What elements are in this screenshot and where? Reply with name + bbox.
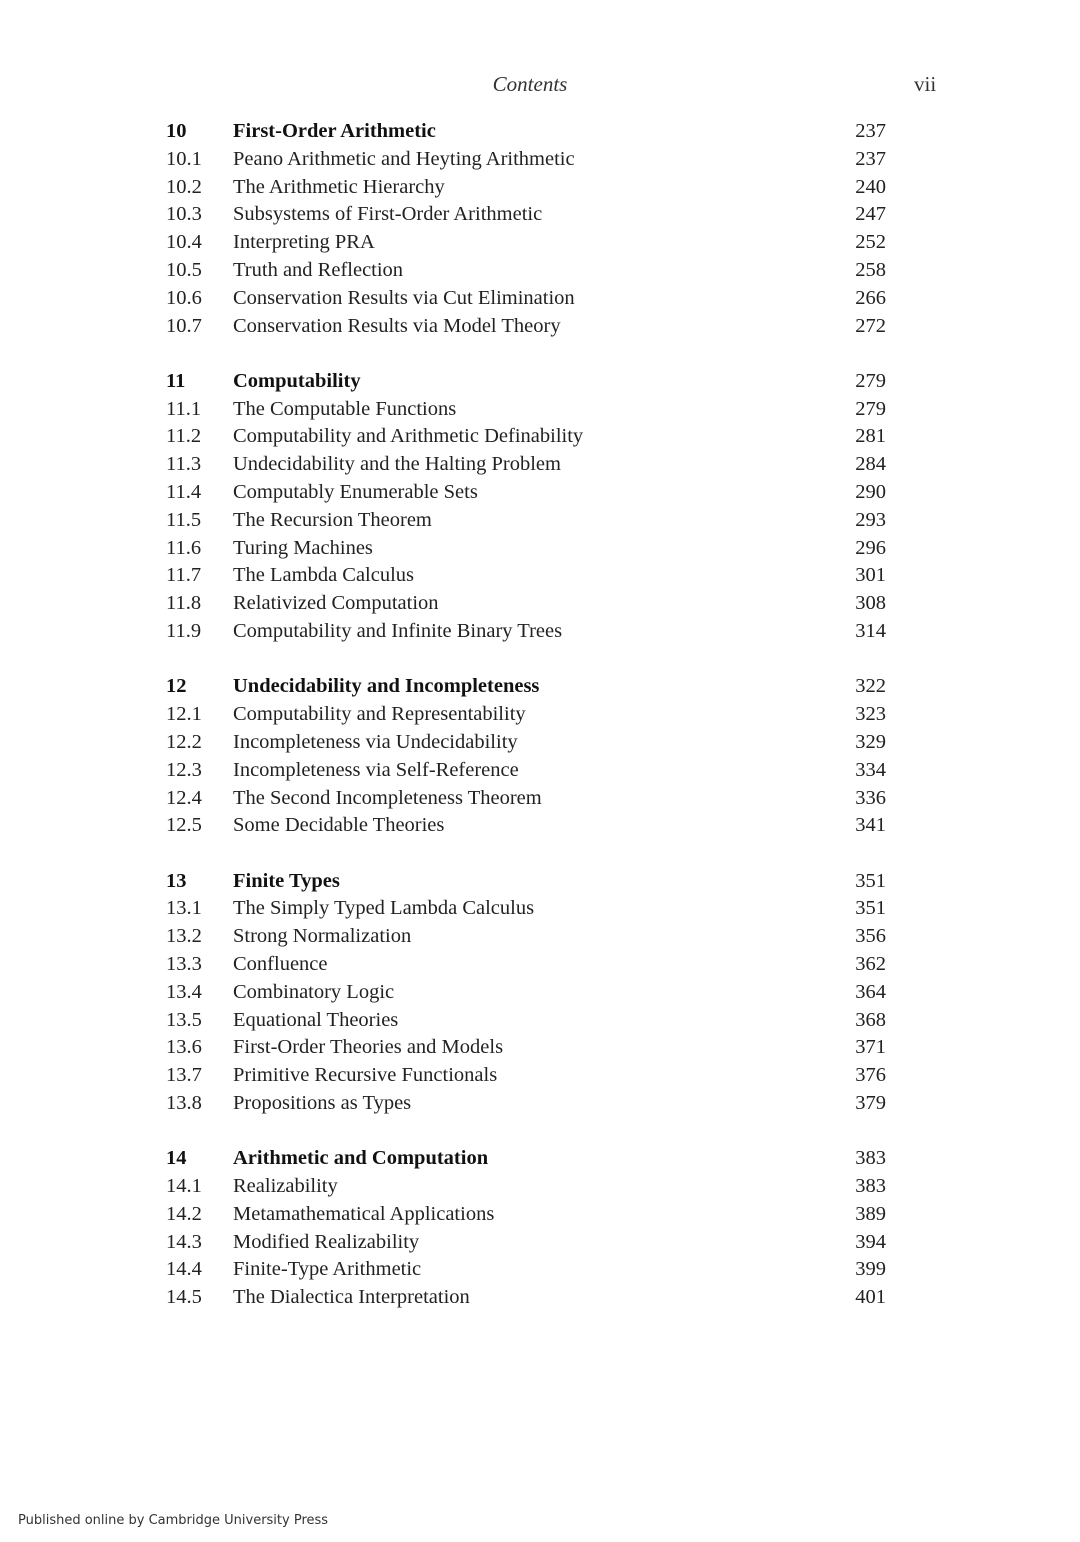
- section-title: Propositions as Types: [233, 1092, 412, 1114]
- section-entry[interactable]: [166, 1173, 886, 1201]
- section-entry[interactable]: [166, 1090, 886, 1118]
- page-number: 284: [855, 453, 886, 476]
- chapter-entry[interactable]: [166, 1145, 886, 1173]
- page-number: 314: [855, 620, 886, 643]
- running-title: Contents: [492, 72, 568, 96]
- chapter-entry[interactable]: [166, 118, 886, 146]
- section-number: 10.3: [166, 203, 202, 226]
- section-number: 10.2: [166, 175, 202, 198]
- page-numeral: vii: [914, 72, 937, 96]
- section-number: 11.1: [166, 397, 202, 420]
- chapter-number: 13: [166, 869, 187, 892]
- chapter-block: [166, 673, 886, 840]
- chapter-number: 11: [166, 369, 186, 392]
- chapter-entry[interactable]: [166, 673, 886, 701]
- chapter-block: [166, 118, 886, 340]
- section-title: Subsystems of First-Order Arithmetic: [233, 203, 543, 226]
- page-number: 356: [855, 925, 886, 948]
- section-entry[interactable]: [166, 562, 886, 590]
- section-number: 10.6: [166, 286, 202, 309]
- page-number: 293: [855, 508, 886, 531]
- page-number: 290: [855, 481, 886, 504]
- section-entry[interactable]: [166, 1007, 886, 1035]
- page-number: 383: [855, 1147, 886, 1170]
- section-title: The Lambda Calculus: [233, 564, 415, 587]
- chapter-title: First-Order Arithmetic: [233, 120, 436, 142]
- section-title: The Computable Functions: [233, 397, 457, 420]
- page-number: 362: [855, 953, 886, 976]
- section-number: 11.4: [166, 481, 202, 504]
- page-number: 266: [855, 286, 886, 309]
- section-entry[interactable]: [166, 590, 886, 618]
- table-of-contents: [166, 118, 886, 1340]
- page-number: 376: [855, 1064, 886, 1087]
- section-title: Interpreting PRA: [233, 231, 375, 254]
- section-entry[interactable]: [166, 1034, 886, 1062]
- section-entry[interactable]: [166, 396, 886, 424]
- section-number: 14.5: [166, 1286, 202, 1309]
- page-number: 258: [855, 258, 886, 281]
- section-number: 13.7: [166, 1064, 202, 1087]
- section-number: 10.5: [166, 258, 202, 281]
- section-number: 12.5: [166, 814, 202, 837]
- chapter-number: 14: [166, 1147, 187, 1170]
- section-title: Computability and Infinite Binary Trees: [233, 620, 563, 643]
- page-number: 301: [855, 564, 886, 587]
- page-number: 322: [855, 675, 886, 698]
- page-number: 379: [855, 1092, 886, 1114]
- page-number: 237: [855, 147, 886, 170]
- section-number: 13.3: [166, 953, 202, 976]
- section-number: 12.3: [166, 758, 202, 781]
- section-entry[interactable]: [166, 785, 886, 813]
- section-number: 13.1: [166, 897, 202, 920]
- section-title: The Dialectica Interpretation: [233, 1286, 470, 1309]
- section-entry[interactable]: [166, 812, 886, 840]
- page-number: 341: [855, 814, 886, 837]
- section-title: Conservation Results via Cut Elimination: [233, 286, 575, 309]
- page-number: 279: [855, 397, 886, 420]
- section-number: 10.7: [166, 314, 202, 337]
- page-number: 383: [855, 1175, 886, 1198]
- section-number: 11.6: [166, 536, 202, 559]
- section-number: 14.3: [166, 1230, 202, 1253]
- page-number: 394: [855, 1230, 886, 1253]
- page-number: 308: [855, 592, 886, 615]
- page-number: 323: [855, 703, 886, 726]
- section-entry[interactable]: [166, 507, 886, 535]
- section-number: 11.2: [166, 425, 202, 448]
- section-number: 11.9: [166, 620, 202, 643]
- page-number: 329: [855, 730, 886, 753]
- section-title: Computably Enumerable Sets: [233, 481, 478, 504]
- section-number: 10.1: [166, 147, 202, 170]
- section-entry[interactable]: [166, 1256, 886, 1284]
- section-title: Incompleteness via Self-Reference: [233, 758, 519, 781]
- section-entry[interactable]: [166, 757, 886, 785]
- section-title: The Second Incompleteness Theorem: [233, 786, 542, 809]
- section-number: 11.7: [166, 564, 202, 587]
- section-title: Confluence: [233, 953, 328, 976]
- section-entry[interactable]: [166, 423, 886, 451]
- page-number: 334: [855, 758, 886, 781]
- section-title: Equational Theories: [233, 1008, 399, 1031]
- section-number: 14.2: [166, 1202, 202, 1225]
- page-number: 364: [855, 980, 886, 1003]
- page-number: 368: [855, 1008, 886, 1031]
- section-title: The Simply Typed Lambda Calculus: [233, 897, 535, 920]
- section-number: 11.8: [166, 592, 202, 615]
- section-entry[interactable]: [166, 895, 886, 923]
- page-number: 399: [855, 1258, 886, 1281]
- section-title: Computability and Arithmetic Definability: [233, 425, 584, 448]
- page-number: 296: [855, 536, 886, 559]
- section-entry[interactable]: [166, 1229, 886, 1257]
- section-title: Undecidability and the Halting Problem: [233, 453, 561, 476]
- section-number: 13.6: [166, 1036, 202, 1059]
- section-number: 13.2: [166, 925, 202, 948]
- section-entry[interactable]: [166, 479, 886, 507]
- section-number: 14.1: [166, 1175, 202, 1198]
- section-number: 10.4: [166, 231, 202, 254]
- page-number: 281: [855, 425, 886, 448]
- chapter-entry[interactable]: [166, 868, 886, 896]
- section-entry[interactable]: [166, 313, 886, 341]
- chapter-title: Arithmetic and Computation: [233, 1147, 489, 1170]
- section-title: The Arithmetic Hierarchy: [233, 175, 445, 198]
- section-entry[interactable]: [166, 1284, 886, 1312]
- section-title: The Recursion Theorem: [233, 508, 432, 531]
- section-entry[interactable]: [166, 285, 886, 313]
- page-number: 279: [855, 369, 886, 392]
- page-number: 371: [855, 1036, 886, 1059]
- section-entry[interactable]: [166, 1201, 886, 1229]
- publisher-footer: Published online by Cambridge University Press: [18, 1513, 329, 1528]
- page-number: 240: [855, 175, 886, 198]
- section-entry[interactable]: [166, 174, 886, 202]
- section-title: Relativized Computation: [233, 592, 439, 615]
- section-entry[interactable]: [166, 229, 886, 257]
- chapter-title: Undecidability and Incompleteness: [233, 675, 540, 698]
- section-number: 13.4: [166, 980, 202, 1003]
- section-title: First-Order Theories and Models: [233, 1036, 504, 1059]
- running-head: [0, 72, 1080, 102]
- page-number: 351: [855, 869, 886, 892]
- section-title: Primitive Recursive Functionals: [233, 1064, 498, 1087]
- section-entry[interactable]: [166, 1062, 886, 1090]
- section-number: 11.5: [166, 508, 202, 531]
- section-entry[interactable]: [166, 979, 886, 1007]
- section-entry[interactable]: [166, 146, 886, 174]
- page-number: 351: [855, 897, 886, 920]
- section-entry[interactable]: [166, 951, 886, 979]
- chapter-block: [166, 368, 886, 646]
- section-entry[interactable]: [166, 451, 886, 479]
- section-number: 12.4: [166, 786, 202, 809]
- section-title: Metamathematical Applications: [233, 1202, 495, 1225]
- section-entry[interactable]: [166, 701, 886, 729]
- page-number: 389: [855, 1202, 886, 1225]
- section-title: Strong Normalization: [233, 925, 412, 948]
- section-entry[interactable]: [166, 618, 886, 646]
- section-title: Modified Realizability: [233, 1230, 420, 1253]
- chapter-title: Computability: [233, 369, 361, 392]
- section-title: Computability and Representability: [233, 703, 526, 726]
- section-entry[interactable]: [166, 729, 886, 757]
- section-title: Truth and Reflection: [233, 258, 404, 281]
- chapter-number: 10: [166, 120, 187, 142]
- page-number: 252: [855, 231, 886, 254]
- chapter-number: 12: [166, 675, 187, 698]
- section-entry[interactable]: [166, 923, 886, 951]
- section-number: 12.1: [166, 703, 202, 726]
- section-title: Incompleteness via Undecidability: [233, 730, 518, 753]
- chapter-entry[interactable]: [166, 368, 886, 396]
- section-number: 11.3: [166, 453, 202, 476]
- section-title: Finite-Type Arithmetic: [233, 1258, 422, 1281]
- section-entry[interactable]: [166, 257, 886, 285]
- page-number: 272: [855, 314, 886, 337]
- section-entry[interactable]: [166, 201, 886, 229]
- chapter-block: [166, 868, 886, 1118]
- section-title: Realizability: [233, 1175, 338, 1198]
- chapter-title: Finite Types: [233, 869, 340, 892]
- page-number: 247: [855, 203, 886, 226]
- section-number: 13.8: [166, 1092, 202, 1114]
- section-entry[interactable]: [166, 535, 886, 563]
- section-title: Some Decidable Theories: [233, 814, 445, 837]
- page-number: 336: [855, 786, 886, 809]
- section-title: Conservation Results via Model Theory: [233, 314, 561, 337]
- chapter-block: [166, 1145, 886, 1312]
- section-number: 13.5: [166, 1008, 202, 1031]
- section-title: Combinatory Logic: [233, 980, 395, 1003]
- section-number: 14.4: [166, 1258, 202, 1281]
- section-title: Peano Arithmetic and Heyting Arithmetic: [233, 147, 575, 170]
- section-title: Turing Machines: [233, 536, 373, 559]
- section-number: 12.2: [166, 730, 202, 753]
- page-number: 237: [855, 120, 886, 142]
- page-number: 401: [855, 1286, 886, 1309]
